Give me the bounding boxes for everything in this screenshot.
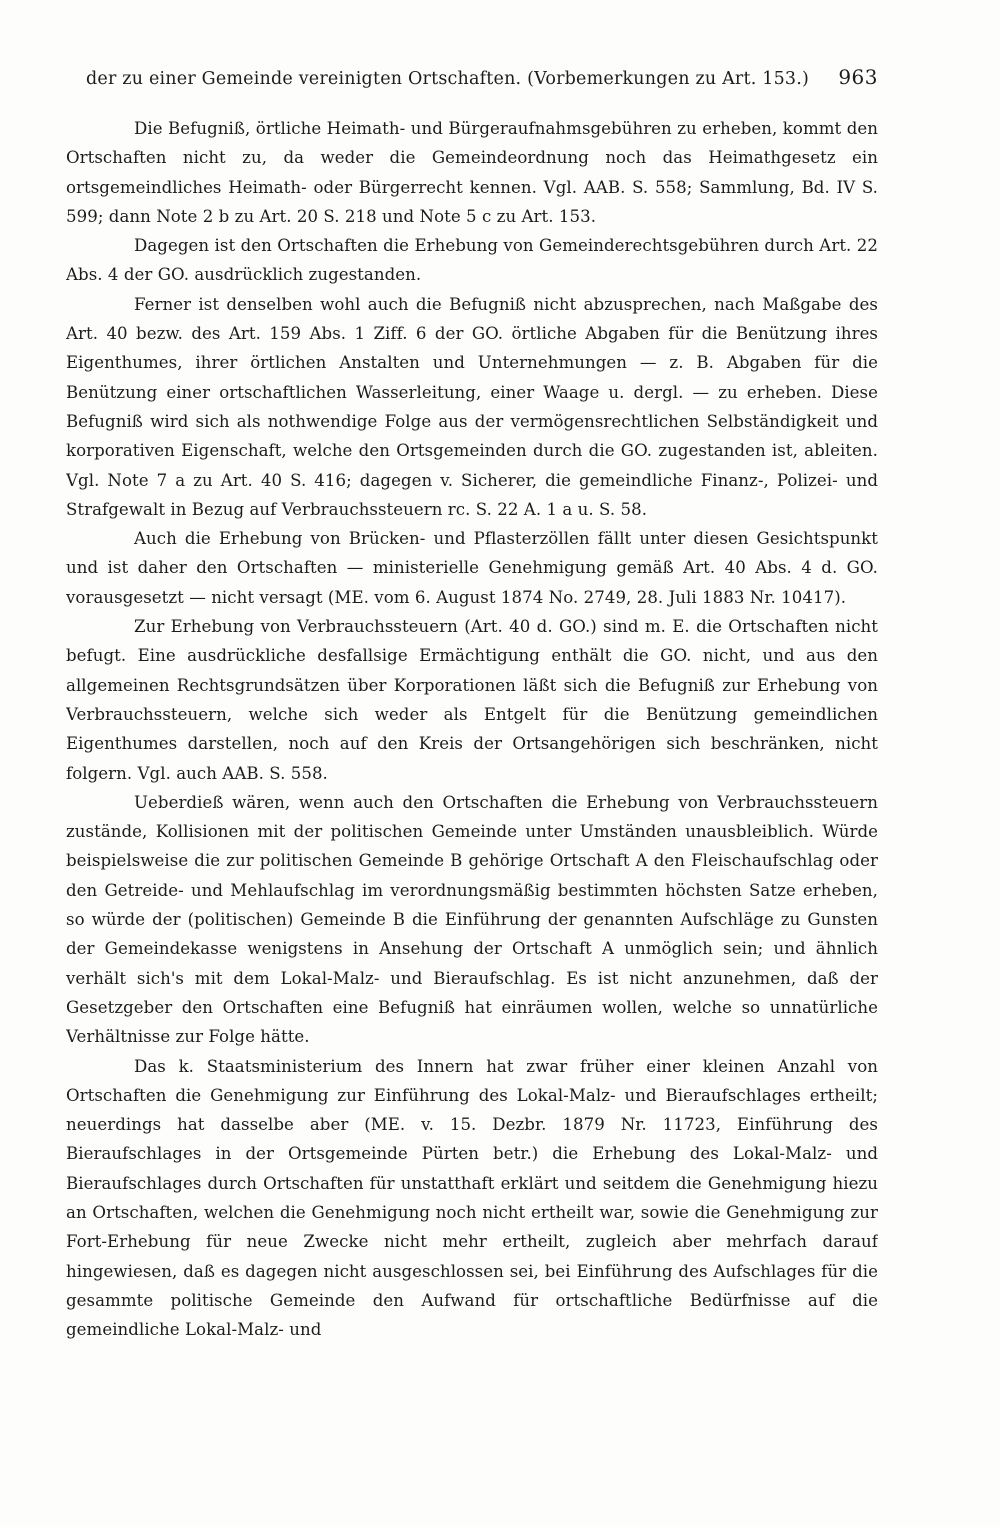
paragraph-heimath-fees: Die Befugniß, örtliche Heimath- und Bürgeraufnahmsgebühren zu erheben, kommt den Ortschaften nicht zu, da weder die Gemeindeordnung noch das Heimathgesetz ein ortsgemeindliches Heimath- oder Bürgerrecht kennen. Vgl. AAB. S. 558; Sammlung, Bd. IV S. 599; dann Note 2 b zu Art. 20 S. 218 und Note 5 c zu Art. 153. — [66, 119, 878, 226]
paragraph-bridge-tolls: Auch die Erhebung von Brücken- und Pflasterzöllen fällt unter diesen Gesichtspunkt und ist daher den Ortschaften — ministerielle Genehmigung gemäß Art. 40 Abs. 4 d. GO. vorausgesetzt — nicht versagt (ME. vom 6. August 1874 No. 2749, 28. Juli 1883 Nr. 10417). — [66, 529, 878, 607]
paragraph-local-levies: Ferner ist denselben wohl auch die Befugniß nicht abzusprechen, nach Maßgabe des Art. 40 bezw. des Art. 159 Abs. 1 Ziff. 6 der GO. örtliche Abgaben für die Benützung ihres Eigenthumes, ihrer örtlichen Anstalten und Unternehmungen — z. B. Abgaben für die Benützung einer ortschaftlichen Wasserleitung, einer Waage u. dergl. — zu erheben. Diese Befugniß wird sich als nothwendige Folge aus der vermögensrechtlichen Selbständigkeit und korporativen Eigenschaft, welche den Ortsgemeinden durch die GO. zugestanden ist, ableiten. Vgl. Note 7 a zu Art. 40 S. 416; dagegen v. Sicherer, die gemeindliche Finanz-, Polizei- und Strafgewalt in Bezug auf Verbrauchssteuern rc. S. 22 A. 1 a u. S. 58. — [66, 294, 878, 519]
document-page — [66, 64, 878, 1444]
paragraph-ministry-practice: Das k. Staatsministerium des Innern hat zwar früher einer kleinen Anzahl von Ortschaften die Genehmigung zur Einführung des Lokal-Malz- und Bieraufschlages ertheilt; neuerdings hat dasselbe aber (ME. v. 15. Dezbr. 1879 Nr. 11723, Einführung des Bieraufschlages in der Ortsgemeinde Pürten betr.) die Erhebung des Lokal-Malz- und Bieraufschlages durch Ortschaften für unstatthaft erklärt und seitdem die Genehmigung hiezu an Ortschaften, welchen die Genehmigung noch nicht ertheilt war, sowie die Genehmigung zur Fort-Erhebung für neue Zwecke nicht mehr ertheilt, zugleich aber mehrfach darauf hingewiesen, daß es dagegen nicht ausgeschlossen sei, bei Einführung des Aufschlages für die gesammte politische Gemeinde den Aufwand für ortschaftliche Bedürfnisse auf die gemeindliche Lokal-Malz- und — [66, 1056, 878, 1340]
running-head — [66, 64, 878, 92]
page-number: 963 — [838, 65, 878, 89]
running-title: der zu einer Gemeinde vereinigten Ortschaften. (Vorbemerkungen zu Art. 153.) — [86, 69, 810, 89]
paragraph-gemeinderecht-fees: Dagegen ist den Ortschaften die Erhebung von Gemeinderechtsgebühren durch Art. 22 Abs. 4 der GO. ausdrücklich zugestanden. — [66, 236, 878, 285]
paragraph-consumption-taxes: Zur Erhebung von Verbrauchssteuern (Art. 40 d. GO.) sind m. E. die Ortschaften nicht befugt. Eine ausdrückliche desfallsige Ermächtigung enthält die GO. nicht, und aus den allgemeinen Rechtsgrundsätzen über Korporationen läßt sich die Befugniß zur Erhebung von Verbrauchssteuern, welche sich weder als Entgelt für die Benützung gemeindlichen Eigenthumes darstellen, noch auf den Kreis der Ortsangehörigen sich beschränken, nicht folgern. Vgl. auch AAB. S. 558. — [66, 617, 878, 783]
paragraph-collisions: Ueberdieß wären, wenn auch den Ortschaften die Erhebung von Verbrauchssteuern zustände, Kollisionen mit der politischen Gemeinde unter Umständen unausbleiblich. Würde beispielsweise die zur politischen Gemeinde B gehörige Ortschaft A den Fleischaufschlag oder den Getreide- und Mehlaufschlag im verordnungsmäßig bestimmten höchsten Satze erheben, so würde der (politischen) Gemeinde B die Einführung der genannten Aufschläge zu Gunsten der Gemeindekasse wenigstens in Ansehung der Ortschaft A unmöglich sein; und ähnlich verhält sich's mit dem Lokal-Malz- und Bieraufschlag. Es ist nicht anzunehmen, daß der Gesetzgeber den Ortschaften eine Befugniß hat einräumen wollen, welche so unnatürliche Verhältnisse zur Folge hätte. — [66, 792, 878, 1047]
